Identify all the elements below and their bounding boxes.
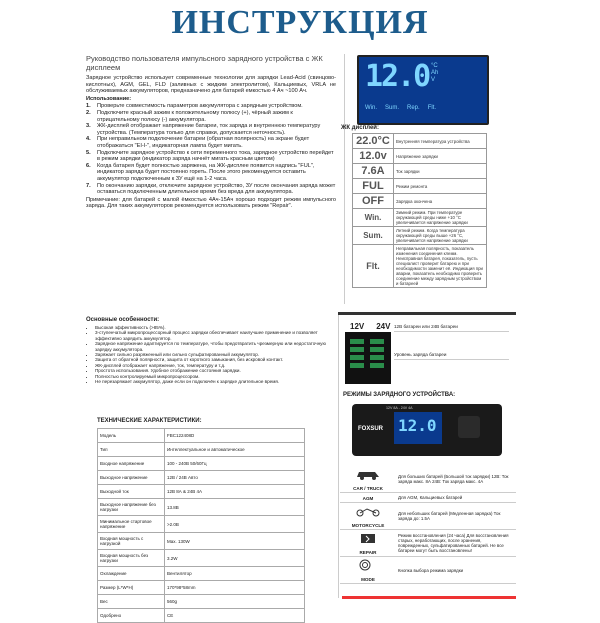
table-row: Входная мощность с нагрузкой Max. 130W	[98, 533, 305, 550]
table-row: AGM Для AGM, Кальциевых батарей	[340, 493, 516, 503]
table-row: 7.6A Ток зарядки	[353, 164, 487, 179]
charger-model: 12V 8A - 24V 4A	[386, 406, 413, 410]
charger-brand: FOXSUR	[358, 426, 384, 432]
section-bar	[338, 312, 516, 315]
table-row: Одобрено CE	[98, 609, 305, 623]
table-row: Flt. Неправильная полярность, показатель изменения соединения клемм. Неисправная батарея, показатель, пусть специалист проверит батарею и при необходимости заменит её. Индикация при аварии, показатель необходимо проверить соединение между зарядным устройством и батареей	[353, 245, 487, 288]
specs-table	[97, 428, 305, 623]
table-row: 22.0°C Внутренняя температура устройства	[353, 134, 487, 149]
list-item: • Не перезаряжает аккумулятор, даже если он подключён к зарядке длительное время.	[95, 379, 332, 384]
table-row: CAR / TRUCK Для больших батарей (Большой ток зарядки) 12В: Ток заряда макс. 8А 24В: Ток заряда макс. 4А	[340, 466, 516, 493]
motorcycle-icon	[355, 505, 381, 517]
table-row: Входное напряжение 100 - 240В 50/60Гц	[98, 457, 305, 471]
lcd-modes: Win. Sum. Rep. Flt.	[365, 105, 437, 111]
note: Примечание: для батарей с малой ёмкостью 4Ач-15Ач хорошо подходит режим импульсного заряда. Для таких аккумуляторов рекомендуется использовать режим "Repair".	[86, 196, 336, 210]
step-item: 2. Подключите красный зажим к положительному полюсу (+), чёрный зажим к отрицательному полюсу (-) аккумулятора.	[86, 109, 293, 123]
accent-stripe	[342, 596, 516, 599]
features-section	[86, 317, 332, 384]
table-row: Выходной ток 12В 8А & 24В 4А	[98, 485, 305, 499]
table-row: MODE Кнопка выбора режима зарядки	[340, 557, 516, 584]
charge-modes-title: РЕЖИМЫ ЗАРЯДНОГО УСТРОЙСТВА:	[343, 392, 456, 398]
lower-divider	[338, 312, 339, 598]
table-row: Охлаждение Вентилятор	[98, 567, 305, 581]
table-row: FUL Режим ремонта	[353, 179, 487, 194]
agm-label: AGM	[362, 495, 374, 501]
lcd-display	[357, 55, 489, 125]
table-row: Выходное напряжение 12В / 24В Авто	[98, 471, 305, 485]
table-row: Sum. Летний режим. Когда температура окружающей среды выше +26 °C, увеличивается напряжение зарядки	[353, 227, 487, 245]
car-icon	[355, 468, 381, 480]
lcd-units: °C Ah V	[431, 63, 439, 83]
step-item: 3. ЖК-дисплей отображает напряжение батареи, ток заряда и внутреннюю температуру устройства. (Температура только для справки, допускается неточность).	[86, 123, 321, 136]
usage-title: Использование:	[86, 95, 132, 102]
table-row: Тип Интеллектуальное и автоматическое	[98, 443, 305, 457]
intro-paragraph: Зарядное устройство использует современные технологии для зарядки Lead-Acid (свинцово-кислотных), AGM, GEL, FLD (заливных с жидким электролитом), Кальциевых, VRLA не обслуживаемых аккумуляторов, предназначено для батарей емкостью 4 Ач ~100 Ач.	[86, 75, 336, 95]
table-row: Выходное напряжение без нагрузки 13.8В	[98, 499, 305, 516]
step-item: 5. Подключите зарядное устройство к сети переменного тока, зарядное устройство перейдет в режим зарядки (индикатор заряда начнёт мигать красным цветом)	[86, 149, 334, 163]
list-item: • Защита от обратной полярности, защита от короткого замыкания, без искровой контакт.	[95, 357, 332, 362]
table-row: Минимальное стартовое напряжение >2.0В	[98, 516, 305, 533]
modes-table	[340, 466, 516, 584]
charger-image	[352, 404, 502, 456]
list-item: • Высокая эффективность (>85%).	[95, 325, 332, 330]
table-row: Вес 560g	[98, 595, 305, 609]
column-divider	[344, 54, 345, 304]
volt-24-label: 24V	[376, 322, 391, 331]
features-list	[86, 325, 332, 384]
step-item: 7. По окончанию зарядки, отключите зарядное устройство, ЗУ после окончания заряда может оставаться подключенным длительное время без вреда для аккумулятора.	[86, 182, 336, 196]
intro-heading: Руководство пользователя импульсного зарядного устройства с ЖК дисплеем	[86, 54, 323, 72]
list-item: • ЖК-дисплей отображает напряжение, ток, температуру и т.д.	[95, 363, 332, 368]
table-row: MOTORCYCLE Для небольших батарей (Медленная зарядка) Ток заряда до: 1.5А	[340, 503, 516, 530]
charger-screen: 12.0	[394, 412, 442, 444]
voltage-labels	[350, 322, 390, 331]
table-row: OFF Зарядка окончена	[353, 194, 487, 209]
steps-list	[86, 103, 336, 195]
repair-icon	[355, 532, 381, 544]
table-row: Win. Зимний режим. При температуре окружающей среды ниже +10 °C увеличивается напряжение зарядки	[353, 209, 487, 227]
list-item: • Заряжает сильно разряженный или сильно сульфатированный аккумулятор.	[95, 352, 332, 357]
battery-info	[394, 322, 509, 360]
list-item: • 3-ступенчатый микропроцессорный процесс зарядки обеспечивает наилучшее применение и позволяет эффективно зарядить аккумулятор.	[95, 330, 332, 341]
step-item: 1. Проверьте совместимость параметров аккумулятора с зарядным устройством.	[86, 103, 303, 110]
battery-row: 12В батареи или 24В батареи	[394, 322, 509, 332]
battery-level-indicator	[345, 332, 391, 384]
step-item: 6. Когда батарея будет полностью заряжена, на ЖК-дисплее появится надпись "FUL", индикатор заряда будет постоянно гореть. После этого рекомендуется оставить аккумулятор подключенным к ЗУ ещё на 1-2 часа.	[86, 162, 315, 182]
lcd-legend-table	[352, 133, 487, 288]
list-item: • Зарядное напряжение адаптируется по температуре, чтобы предотвратить чрезмерную или недостаточную зарядку аккумулятора.	[95, 341, 332, 352]
table-row: Входная мощность без нагрузки 3.2W	[98, 550, 305, 567]
list-item: • Полностью контролируемый микропроцессором.	[95, 374, 332, 379]
table-row: Модель FBC122408D	[98, 429, 305, 443]
step-item: 4. При неправильном подключение батареи (обратная полярность) на экране будет отображаться "EI-I-", индикаторная лампа будет мигать.	[86, 136, 310, 149]
table-row: Размер (L*W*H) 170*98*58mm	[98, 581, 305, 595]
page-title: ИНСТРУКЦИЯ	[171, 4, 429, 41]
battery-row: Уровень заряда батареи	[394, 350, 509, 360]
table-row: REPAIR Режим восстановления (24 часа) Для восстановления старых, неработающих, после хранения, поврежденных, сульфатированных батарей. Не все батареи могут быть восстановлены!	[340, 530, 516, 557]
volt-12-label: 12V	[350, 322, 365, 331]
list-item: • Простота использования. Удобное отображение состояния зарядки.	[95, 368, 332, 373]
specs-title: ТЕХНИЧЕСКИЕ ХАРАКТЕРИСТИКИ:	[97, 418, 202, 424]
intro-section	[86, 54, 336, 210]
features-title: Основные особенности:	[86, 317, 160, 323]
fingerprint-icon	[355, 559, 381, 571]
lcd-legend-title: ЖК дисплей:	[341, 125, 379, 131]
charger-mode-button	[458, 416, 480, 438]
lcd-digits: 12.0	[365, 59, 430, 94]
table-row: 12.0v Напряжение зарядки	[353, 149, 487, 164]
